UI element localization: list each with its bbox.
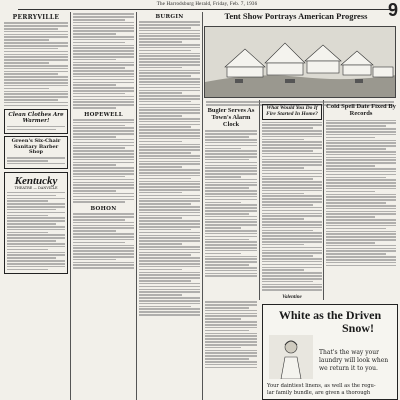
laundry-ad-headline-2: Snow! bbox=[341, 320, 374, 335]
hopewell-text bbox=[73, 119, 134, 203]
laundry-ad-body-2: laundry will look when bbox=[319, 357, 389, 365]
column-2 bbox=[73, 12, 134, 400]
column-rule bbox=[259, 100, 260, 300]
hopewell-heading: HOPEWELL bbox=[84, 111, 123, 118]
laundry-ad-footer-1: Your daintiest linens, as well as the regu- bbox=[267, 383, 376, 389]
column-rule bbox=[136, 12, 137, 400]
column-rule bbox=[323, 100, 324, 300]
perryville-heading: PERRYVILLE bbox=[12, 14, 60, 21]
column-rule bbox=[202, 12, 203, 400]
laundry-ad-body-3: we return it to you. bbox=[319, 365, 378, 373]
tent-show-photo bbox=[204, 26, 396, 98]
tent-show-illustration bbox=[205, 27, 396, 98]
fire-text bbox=[262, 122, 322, 291]
greens-barber-headline: Green's Six-Chair Sanitary Barber Shop bbox=[11, 138, 61, 156]
bugler-article bbox=[205, 108, 257, 303]
kentucky-title: Kentucky bbox=[14, 174, 58, 187]
fire-headline: What Would You Do If Fire Started In Home? bbox=[266, 105, 318, 117]
cold-spell-text bbox=[326, 120, 396, 267]
bugler-continued bbox=[205, 300, 257, 400]
column-3 bbox=[139, 12, 200, 400]
masthead: The Harrodsburg Herald, Friday, Feb. 7, 1936 bbox=[18, 2, 396, 10]
bugler-headline: Bugler Serves As Town's Alarm Clock bbox=[207, 108, 255, 128]
tent-show-headline: Tent Show Portrays American Progress bbox=[224, 11, 368, 21]
laundry-ad-headline-1: White as the Driven bbox=[278, 308, 382, 322]
laundry-ad-body-1: That's the way your bbox=[319, 349, 379, 356]
burgin-text bbox=[139, 21, 200, 316]
laundry-ad bbox=[262, 304, 398, 400]
laundry-ad-footer bbox=[267, 383, 397, 397]
kentucky-theatre-ad bbox=[4, 172, 68, 275]
valentine-label: Valentine bbox=[282, 294, 302, 300]
bohon-heading: BOHON bbox=[90, 206, 117, 212]
column-rule bbox=[70, 12, 71, 400]
column-2-text-top bbox=[73, 13, 134, 108]
kentucky-sub: THEATRE — DANVILLE bbox=[14, 185, 58, 190]
bugler-text bbox=[205, 130, 257, 277]
clean-clothes-ad bbox=[4, 109, 68, 134]
page-number: 9 bbox=[387, 0, 398, 20]
column-1 bbox=[4, 12, 68, 400]
greens-barber-ad bbox=[4, 136, 68, 168]
laundry-ad-footer-2: lar family bundle, are given a thorough bbox=[267, 389, 371, 396]
laundry-woman-illustration bbox=[269, 335, 313, 379]
clean-clothes-headline: Clean Clothes Are Warmer! bbox=[8, 112, 64, 125]
bohon-text bbox=[73, 213, 134, 269]
burgin-heading: BURGIN bbox=[155, 14, 184, 20]
cold-spell-article bbox=[326, 104, 396, 304]
perryville-text bbox=[4, 22, 68, 106]
fire-headline-box bbox=[262, 104, 322, 120]
laundry-ad-body bbox=[319, 349, 397, 373]
cold-spell-headline: Cold Spell Date Fixed By Records bbox=[326, 104, 396, 117]
